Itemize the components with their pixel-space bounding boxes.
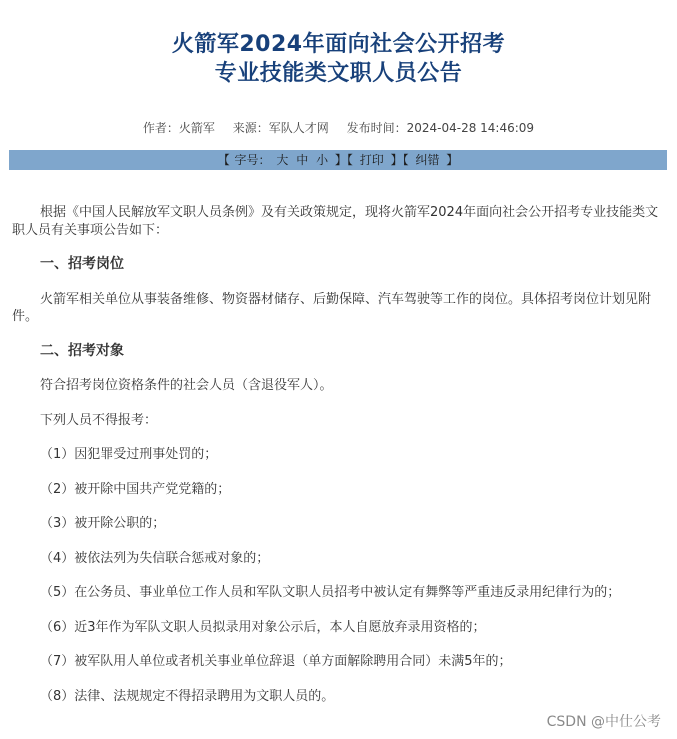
- toolbar-bracket: 】【: [334, 153, 353, 167]
- print-link[interactable]: 打印: [359, 153, 384, 167]
- positions-paragraph: 火箭军相关单位从事装备维修、物资器材储存、后勤保障、汽车驾驶等工作的岗位。具体招考岗位计划见附件。: [12, 291, 652, 324]
- exclusion-intro: 下列人员不得报考：: [40, 412, 158, 428]
- section-heading-applicants: 二、招考对象: [40, 342, 124, 359]
- font-size-large-link[interactable]: 大: [276, 153, 289, 167]
- article-title-line-1: 火箭军2024年面向社会公开招考: [171, 32, 506, 57]
- article-toolbar: [9, 150, 667, 170]
- exclusion-item: （1）因犯罪受过刑事处罚的；: [40, 447, 218, 462]
- article-content: [12, 204, 662, 722]
- exclusion-item: （8）法律、法规规定不得招录聘用为文职人员的。: [40, 688, 335, 704]
- article-meta: [0, 120, 677, 136]
- exclusion-item: （4）被依法列为失信联合惩戒对象的；: [40, 550, 270, 566]
- toolbar-bracket: 】【: [390, 153, 409, 167]
- source-text: 来源：军队人才网: [232, 121, 329, 135]
- exclusion-item: （3）被开除公职的；: [40, 516, 166, 531]
- font-size-label: 字号：: [234, 153, 271, 167]
- applicants-paragraph: 符合招考岗位资格条件的社会人员（含退役军人）。: [40, 378, 333, 393]
- author-text: 作者：火箭军: [142, 121, 215, 135]
- exclusion-item: （6）近3年作为军队文职人员拟录用对象公示后，本人自愿放弃录用资格的；: [40, 619, 486, 635]
- article-title: [0, 30, 677, 88]
- intro-paragraph: 根据《中国人民解放军文职人员条例》及有关政策规定，现将火箭军2024年面向社会公开招考专业技能类文职人员有关事项公告如下：: [12, 205, 659, 238]
- article-title-line-2: 专业技能类文职人员公告: [214, 61, 463, 86]
- exclusion-item: （2）被开除中国共产党党籍的；: [40, 481, 231, 497]
- font-size-small-link[interactable]: 小: [316, 153, 329, 167]
- toolbar-bracket: 【: [217, 153, 230, 167]
- csdn-watermark: CSDN @中仕公考: [546, 714, 661, 730]
- report-error-link[interactable]: 纠错: [415, 153, 440, 167]
- exclusion-item: （7）被军队用人单位或者机关事业单位辞退（单方面解除聘用合同）未满5年的；: [40, 654, 512, 669]
- publish-time-text: 发布时间：2024-04-28 14:46:09: [346, 121, 535, 135]
- exclusion-item: （5）在公务员、事业单位工作人员和军队文职人员招考中被认定有舞弊等严重违反录用纪律行为的；: [40, 585, 621, 600]
- font-size-medium-link[interactable]: 中: [296, 153, 309, 167]
- section-heading-positions: 一、招考岗位: [40, 256, 124, 272]
- toolbar-bracket: 】: [446, 153, 459, 167]
